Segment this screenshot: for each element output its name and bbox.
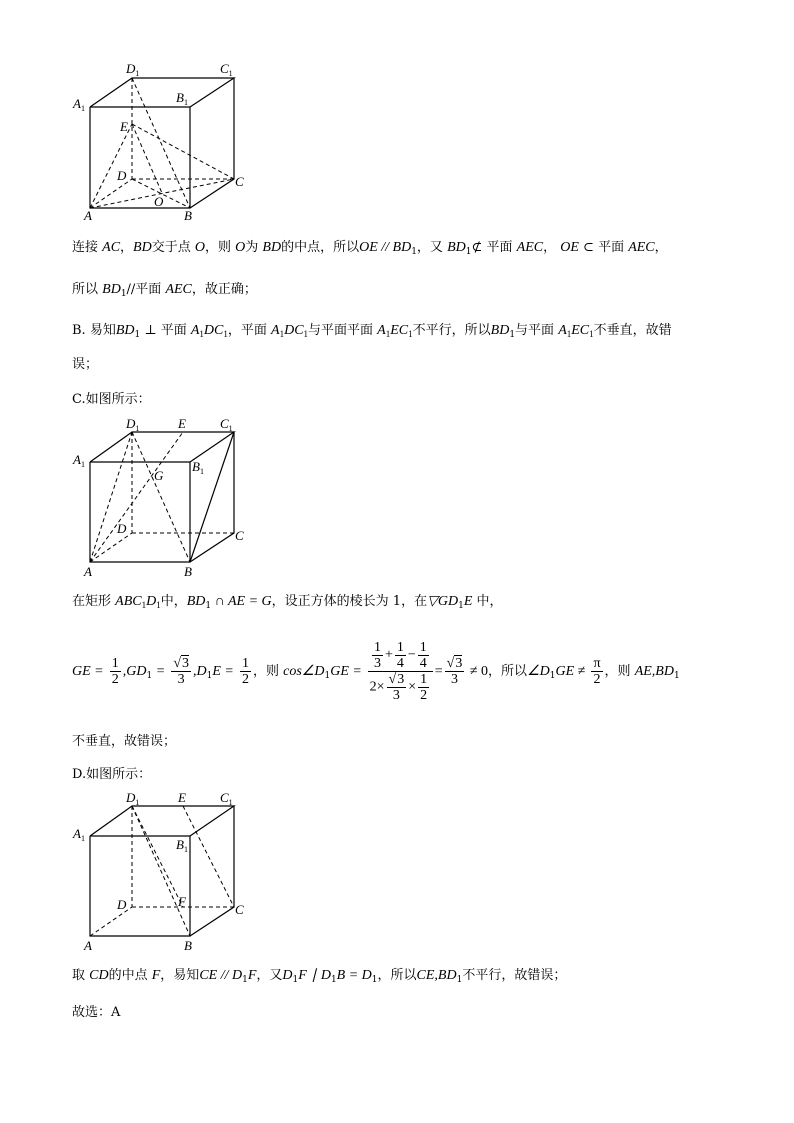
label-e: E <box>178 790 186 805</box>
text-line-4: 误； <box>72 357 99 372</box>
seg-ae <box>90 124 132 208</box>
label-c1: $C_1$ <box>220 61 233 78</box>
text-line-2: 所以 $BD_1//$平面 AEC，故正确； <box>72 282 257 299</box>
label-d: D <box>117 897 127 912</box>
label-d1: $D_1$ <box>126 61 140 78</box>
diag-ad1 <box>90 432 132 562</box>
label-a1: $A_1$ <box>73 452 85 469</box>
label-b1: $B_1$ <box>192 459 204 476</box>
top-face <box>90 806 234 836</box>
text-line-3: B. 易知$BD_1$ ⊥ 平面 $A_1DC_1$，平面 $A_1DC_1$与平面平面 $A_1EC_1$不平行，所以$BD_1$与平面 $A_1EC_1$不垂直，故错 <box>72 323 672 340</box>
seg-d1f <box>132 806 183 907</box>
label-a: A <box>84 564 92 579</box>
label-b1: $B_1$ <box>176 837 188 854</box>
label-b: B <box>184 564 192 579</box>
text-line-6: 在矩形 $ABC_1D_1$中，$BD_1$ ∩ AE = G，设正方体的棱长为 1，在$▽GD_1E$ 中， <box>72 594 503 611</box>
diag-bd1 <box>132 806 190 936</box>
text-line-11-answer: 故选：A <box>72 1005 121 1020</box>
edge-ad <box>90 533 132 562</box>
text-line-8: 不垂直，故错误； <box>72 734 177 749</box>
label-g: G <box>154 468 164 483</box>
front-face <box>90 107 190 208</box>
label-f: F <box>178 894 186 909</box>
top-face <box>90 432 234 462</box>
label-c: C <box>235 174 244 189</box>
seg-eo <box>132 124 162 193</box>
label-c: C <box>235 528 244 543</box>
label-c1: $C_1$ <box>220 416 233 433</box>
label-d1: $D_1$ <box>126 416 140 433</box>
top-face <box>90 78 234 107</box>
label-a1: $A_1$ <box>73 96 85 113</box>
label-d: D <box>117 521 127 536</box>
label-e: E <box>120 119 128 134</box>
seg-ec <box>183 806 234 907</box>
label-c1: $C_1$ <box>220 790 233 807</box>
cube-solid-edges <box>90 78 234 208</box>
label-a1: $A_1$ <box>73 826 85 843</box>
label-c: C <box>235 902 244 917</box>
label-b: B <box>184 938 192 953</box>
label-o: O <box>154 194 164 209</box>
figure-3-cube <box>70 790 260 952</box>
text-line-9: D.如图所示： <box>72 767 152 782</box>
front-face <box>90 462 190 562</box>
right-face <box>190 78 234 208</box>
figure-1-cube <box>70 62 260 222</box>
label-d: D <box>117 168 127 183</box>
text-line-10: 取 CD的中点 F，易知CE // $D_1F$，又$D_1F$ ∣ $D_1B = D_1$，所以$CE,BD_1$不平行，故错误； <box>72 968 567 985</box>
text-line-1: 连接 AC，BD交于点 O，则 O为 BD的中点，所以OE // $BD_1$，又 $BD_1⊄$ 平面 AEC， OE ⊂ 平面 AEC， <box>72 240 668 257</box>
text-line-7-formula: GE = $\frac{1}{2}$ $,GD_1$ = $\frac{√3}{3}$ $,D_1E$ = $\frac{1}{2}$ ，则 $\cos\angle D_1GE$ = $\frac{1}{3}$ + $\frac{1}{4}$ − $\frac{1}{4}$ 2× $\frac{√3}{3}$ × $\frac{1}{2}$ = $\frac{√3}{3}$ ≠ 0，所以$\angle D_1GE$ ≠ $\frac{\pi}{2}$ ，则 $AE,BD_1$ <box>72 640 680 703</box>
seg-ec <box>132 124 234 179</box>
right-face <box>190 806 234 936</box>
label-e: E <box>178 416 186 431</box>
figure-2-cube <box>70 416 260 578</box>
label-a: A <box>84 938 92 953</box>
diag-bd1 <box>132 432 190 562</box>
label-b: B <box>184 208 192 223</box>
label-a: A <box>84 208 92 223</box>
cube-hidden-edges <box>90 78 234 208</box>
label-b1: $B_1$ <box>176 90 188 107</box>
label-d1: $D_1$ <box>126 790 140 807</box>
diag-bc1 <box>190 432 234 562</box>
text-line-5: C.如图所示： <box>72 392 151 407</box>
front-face <box>90 836 190 936</box>
